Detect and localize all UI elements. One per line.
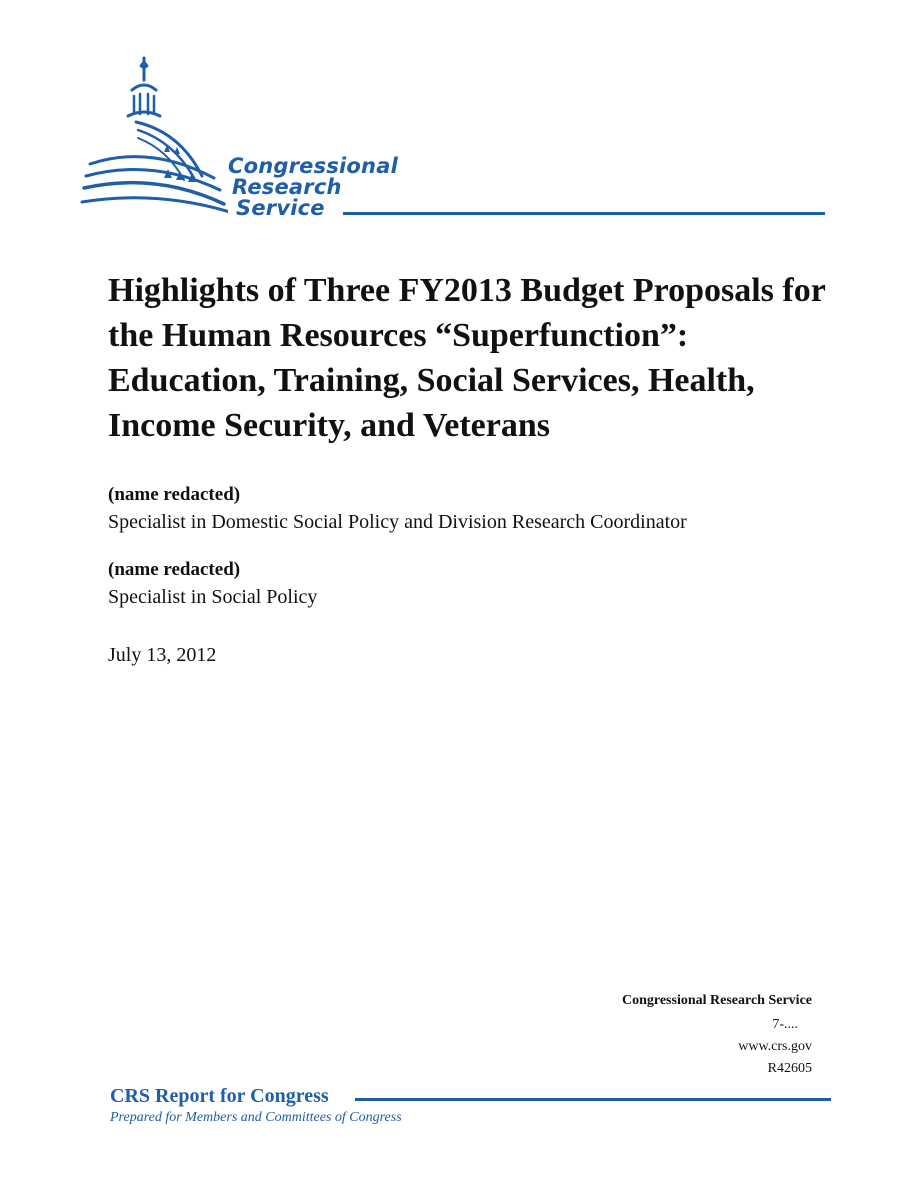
publisher-code: 7-.... [772, 1017, 798, 1032]
author-name: (name redacted) [108, 484, 241, 505]
logo-line-1: Congressional [228, 154, 398, 178]
logo-line-3: Service [236, 196, 325, 220]
logo-wordmark [228, 156, 398, 219]
crs-logo [78, 52, 838, 232]
capitol-dome-icon [78, 52, 228, 227]
author-role: Specialist in Social Policy [108, 586, 318, 608]
logo-rule [343, 212, 825, 215]
report-title: Highlights of Three FY2013 Budget Proposals for the Human Resources “Superfunction”: Education, Training, Social Services, Health, Income Security, and Veterans [108, 272, 826, 444]
author-role: Specialist in Domestic Social Policy and Division Research Coordinator [108, 511, 687, 533]
footer-subtitle: Prepared for Members and Committees of Congress [110, 1110, 402, 1125]
publisher-org: Congressional Research Service [621, 993, 812, 1008]
footer-title: CRS Report for Congress [110, 1085, 329, 1107]
author-name: (name redacted) [108, 559, 241, 580]
logo-line-2: Research [232, 175, 342, 199]
publisher-url[interactable]: www.crs.gov [738, 1039, 812, 1054]
footer-rule [355, 1098, 831, 1101]
report-date: July 13, 2012 [108, 644, 217, 666]
report-number: R42605 [767, 1061, 812, 1076]
publisher-info [622, 990, 812, 1080]
author-1 [108, 482, 687, 536]
author-2 [108, 557, 317, 611]
